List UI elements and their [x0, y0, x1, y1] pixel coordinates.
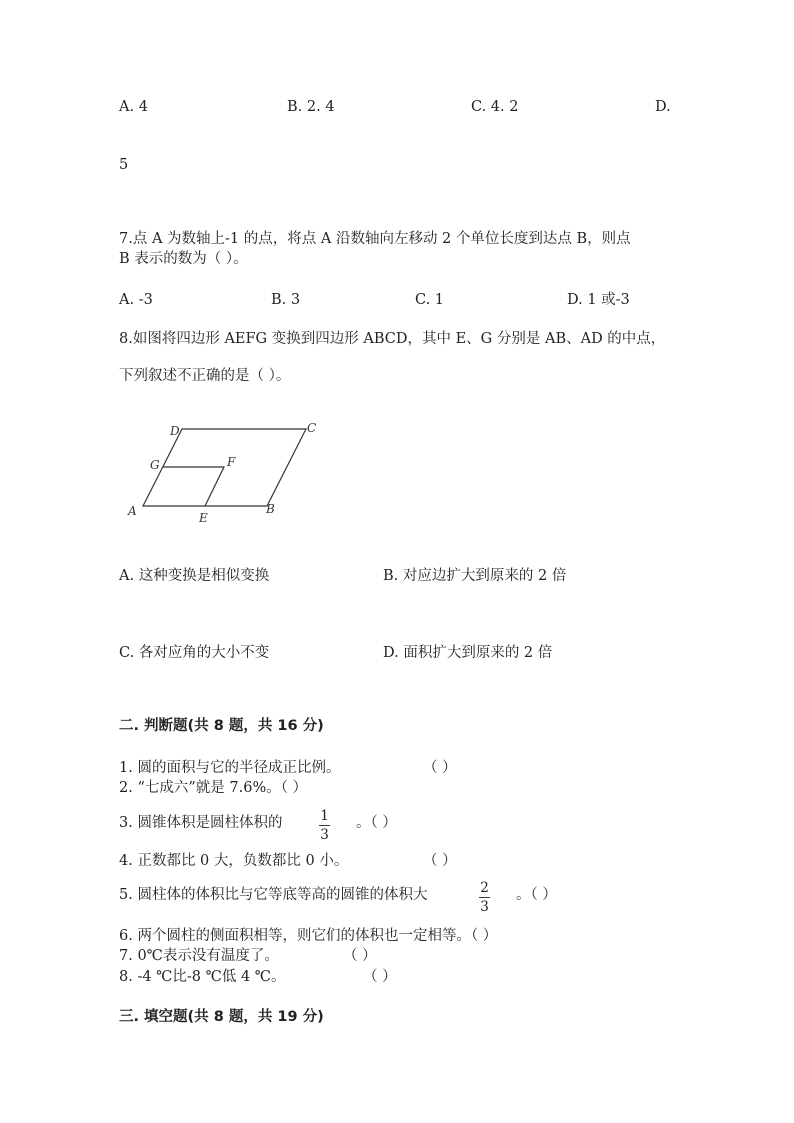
label-c: C [307, 421, 317, 435]
q8-stem-line1: 8.如图将四边形 AEFG 变换到四边形 ABCD，其中 E、G 分别是 AB、AD 的中点， [119, 331, 666, 347]
label-g: G [150, 458, 160, 472]
q7-stem-line2: B 表示的数为（ ）。 [119, 251, 248, 267]
q7-option-a: A. -3 [119, 292, 153, 308]
q7-stem-line1: 7.点 A 为数轴上-1 的点，将点 A 沿数轴向左移动 2 个单位长度到达点 B，则点 [119, 231, 631, 247]
tf-item-6: 6. 两个圆柱的侧面积相等，则它们的体积也一定相等。（ ） [119, 928, 498, 944]
tf-item-4-paren: （ ） [423, 853, 457, 869]
tf-item-2: 2. “七成六”就是 7.6%。（ ） [119, 780, 308, 796]
tf-item-3: 3. 圆锥体积是圆柱体积的 [119, 815, 283, 831]
tf-item-5: 5. 圆柱体的体积比与它等底等高的圆锥的体积大 [119, 887, 428, 903]
q7-option-d: D. 1 或-3 [567, 292, 630, 308]
tf-item-5-fraction [479, 881, 490, 914]
quad-aefg [163, 467, 224, 506]
q8-option-a: A. 这种变换是相似变换 [119, 568, 270, 584]
q6-option-b: B. 2. 4 [287, 99, 335, 115]
q7-option-c: C. 1 [415, 292, 445, 308]
q8-option-c: C. 各对应角的大小不变 [119, 645, 270, 661]
label-f: F [227, 455, 236, 469]
label-a: A [128, 504, 137, 518]
q6-option-d-value: 5 [119, 157, 129, 173]
q7-option-b: B. 3 [271, 292, 301, 308]
q8-option-b: B. 对应边扩大到原来的 2 倍 [383, 568, 567, 584]
tf-item-1: 1. 圆的面积与它的半径成正比例。 [119, 760, 341, 776]
q6-option-c: C. 4. 2 [471, 99, 519, 115]
section-2-title: 二. 判断题(共 8 题，共 16 分) [119, 718, 324, 734]
tf-item-7-paren: （ ） [343, 948, 377, 964]
section-3-title: 三. 填空题(共 8 题，共 19 分) [119, 1009, 324, 1025]
label-e: E [199, 511, 208, 525]
q8-stem-line2: 下列叙述不正确的是（ ）。 [119, 368, 291, 384]
q6-option-d: D. [655, 99, 671, 115]
q6-option-a: A. 4 [119, 99, 148, 115]
q8-option-d: D. 面积扩大到原来的 2 倍 [383, 645, 553, 661]
fraction-numerator: 1 [320, 808, 329, 824]
tf-item-5-after: 。（ ） [516, 887, 557, 903]
tf-item-7: 7. 0℃表示没有温度了。 [119, 948, 279, 964]
fraction-numerator: 2 [480, 880, 489, 896]
tf-item-4: 4. 正数都比 0 大，负数都比 0 小。 [119, 853, 349, 869]
label-d: D [170, 424, 180, 438]
fraction-denominator: 3 [320, 827, 329, 844]
tf-item-8: 8. -4 ℃比-8 ℃低 4 ℃。 [119, 969, 286, 985]
parallelogram-figure [120, 415, 335, 530]
tf-item-3-fraction [319, 809, 330, 842]
tf-item-8-paren: （ ） [363, 969, 397, 985]
fraction-denominator: 3 [480, 899, 489, 916]
tf-item-1-paren: （ ） [423, 760, 457, 776]
label-b: B [266, 502, 275, 516]
tf-item-3-after: 。（ ） [356, 815, 397, 831]
